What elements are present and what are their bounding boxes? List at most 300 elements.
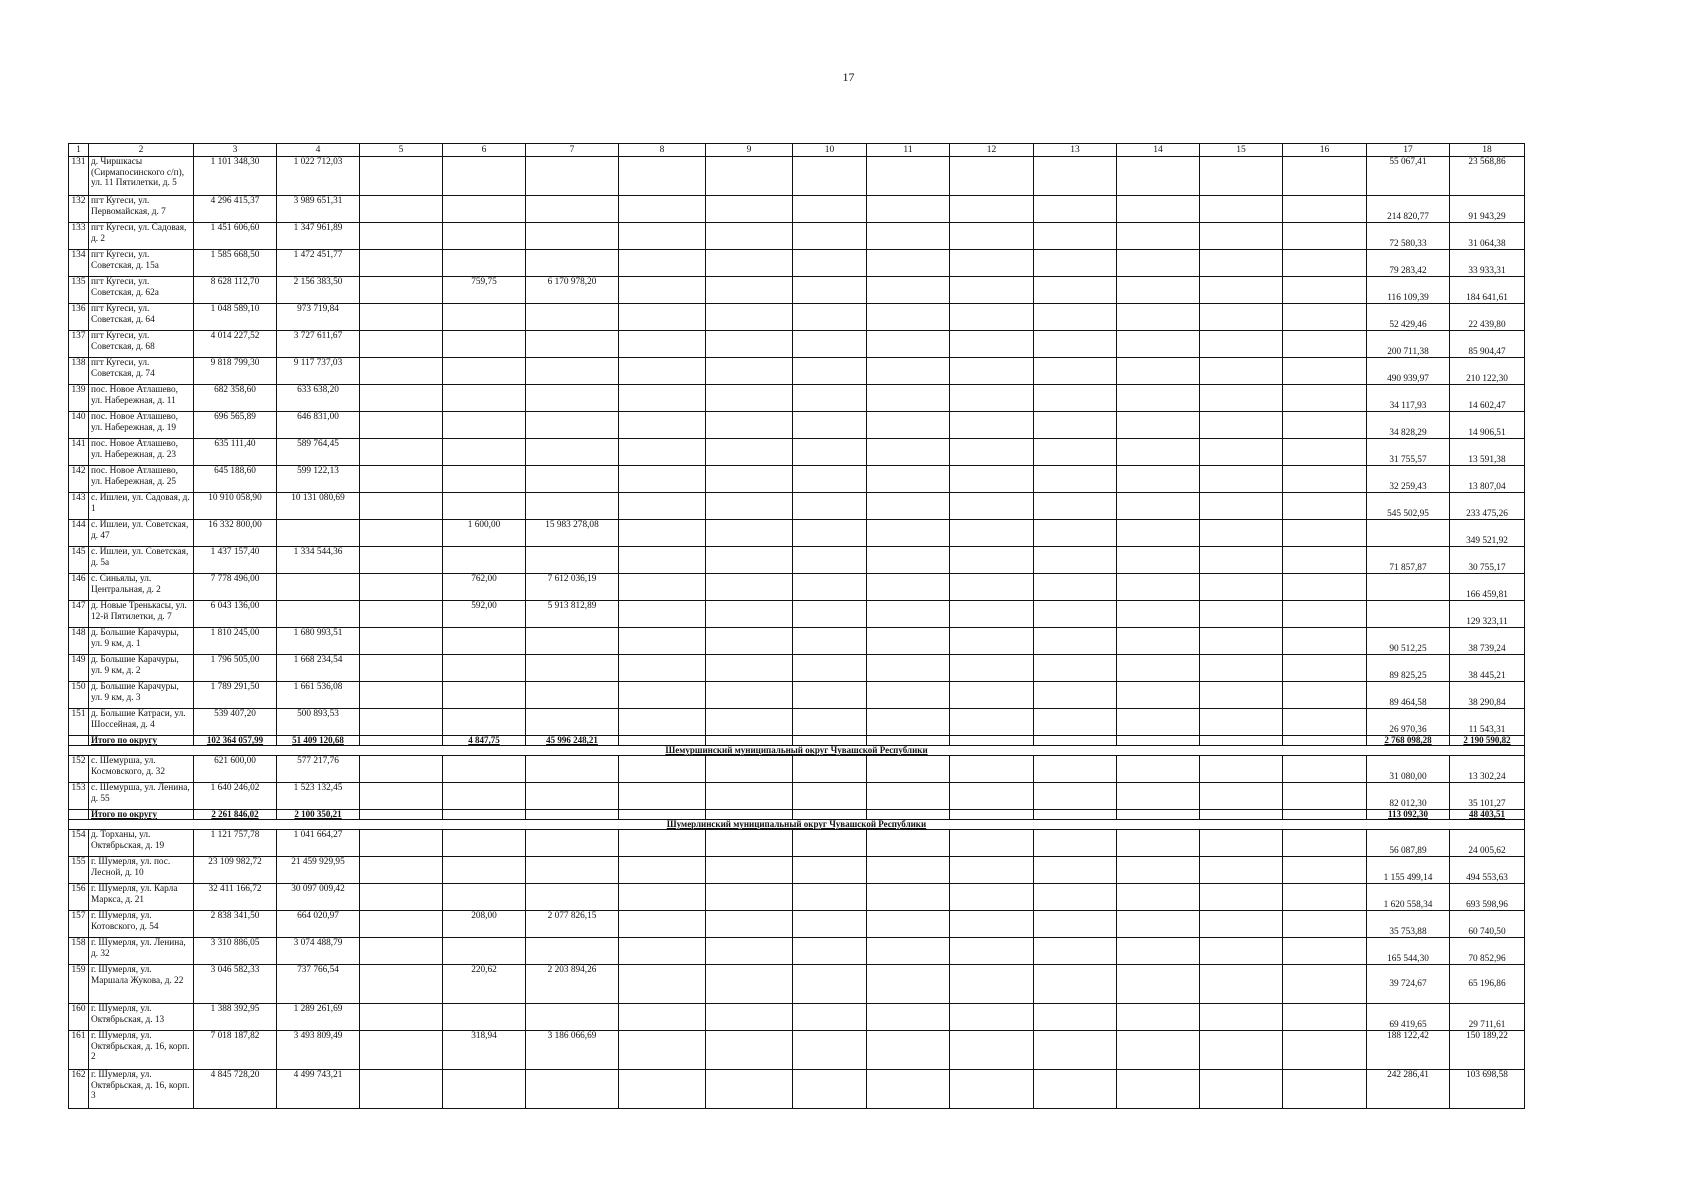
col-7-cell (526, 358, 619, 385)
col-7-cell (526, 304, 619, 331)
table-row (69, 601, 1525, 628)
col-10-cell (793, 412, 867, 439)
col-14-cell (1117, 331, 1200, 358)
col-13-cell (1034, 520, 1117, 547)
col-3-cell: 1 810 245,00 (194, 628, 277, 655)
table-row (69, 911, 1525, 938)
col-9-cell (706, 1070, 793, 1109)
col-6-cell (443, 709, 526, 736)
col-4-cell: 1 472 451,77 (277, 250, 360, 277)
col-13-cell (1034, 385, 1117, 412)
col-9-cell (706, 520, 793, 547)
col-4-cell: 4 499 743,21 (277, 1070, 360, 1109)
col-13-cell (1034, 304, 1117, 331)
col-5-cell (360, 277, 443, 304)
col-3-cell: 539 407,20 (194, 709, 277, 736)
address-cell: д. Большие Катраси, ул. Шоссейная, д. 4 (89, 709, 194, 736)
column-header-12: 12 (950, 144, 1034, 157)
table-row (69, 655, 1525, 682)
col-5-cell (360, 157, 443, 196)
col-8-cell (619, 628, 706, 655)
column-header-16: 16 (1283, 144, 1367, 157)
col-17-cell: 79 283,42 (1367, 250, 1450, 277)
address-cell: г. Шумерля, ул. Маршала Жукова, д. 22 (89, 965, 194, 1004)
col-9-cell (706, 385, 793, 412)
col-18-cell: 91 943,29 (1450, 196, 1525, 223)
col-10-cell (793, 520, 867, 547)
header-row (69, 144, 1525, 157)
col-15-cell (1200, 965, 1283, 1004)
col-16-cell (1283, 358, 1367, 385)
col-3-cell: 32 411 166,72 (194, 884, 277, 911)
col-9-cell (706, 277, 793, 304)
col-15-cell (1200, 1004, 1283, 1031)
col-4-cell: 599 122,13 (277, 466, 360, 493)
col-13-cell (1034, 601, 1117, 628)
col-16-cell (1283, 601, 1367, 628)
col-16-cell (1283, 965, 1367, 1004)
col-5-cell (360, 574, 443, 601)
row-number: 162 (69, 1070, 89, 1109)
row-number: 143 (69, 493, 89, 520)
col-5-cell (360, 493, 443, 520)
col-11-cell (867, 520, 950, 547)
col-7-cell (526, 250, 619, 277)
col-12-cell (950, 628, 1034, 655)
col-12-cell (950, 965, 1034, 1004)
col-17-cell: 1 620 558,34 (1367, 884, 1450, 911)
col-9-cell (706, 911, 793, 938)
col-17-cell: 35 753,88 (1367, 911, 1450, 938)
col-5-cell (360, 547, 443, 574)
col-18-cell: 70 852,96 (1450, 938, 1525, 965)
address-cell: пгт Кугеси, ул. Советская, д. 64 (89, 304, 194, 331)
col-5-cell (360, 682, 443, 709)
col-7-cell: 5 913 812,89 (526, 601, 619, 628)
col-9-cell (706, 884, 793, 911)
total-col-16 (1283, 736, 1367, 746)
col-7-cell: 6 170 978,20 (526, 277, 619, 304)
col-12-cell (950, 756, 1034, 783)
col-3-cell: 635 111,40 (194, 439, 277, 466)
col-17-cell: 34 117,93 (1367, 385, 1450, 412)
col-18-cell: 38 290,84 (1450, 682, 1525, 709)
col-12-cell (950, 196, 1034, 223)
col-4-cell: 500 893,53 (277, 709, 360, 736)
col-17-cell (1367, 601, 1450, 628)
table-row (69, 493, 1525, 520)
col-5-cell (360, 1031, 443, 1070)
col-6-cell (443, 938, 526, 965)
col-4-cell (277, 574, 360, 601)
row-number: 133 (69, 223, 89, 250)
address-cell: пос. Новое Атлашево, ул. Набережная, д. 23 (89, 439, 194, 466)
col-14-cell (1117, 911, 1200, 938)
col-18-cell: 23 568,86 (1450, 157, 1525, 196)
col-18-cell: 35 101,27 (1450, 783, 1525, 810)
col-5-cell (360, 466, 443, 493)
col-17-cell: 56 087,89 (1367, 830, 1450, 857)
row-number: 132 (69, 196, 89, 223)
address-cell: д. Большие Карачуры, ул. 9 км, д. 3 (89, 682, 194, 709)
col-18-cell: 13 302,24 (1450, 756, 1525, 783)
col-17-cell: 89 464,58 (1367, 682, 1450, 709)
total-col-9 (706, 736, 793, 746)
address-cell: д. Торханы, ул. Октябрьская, д. 19 (89, 830, 194, 857)
total-col-7 (526, 810, 619, 820)
col-18-cell: 13 591,38 (1450, 439, 1525, 466)
col-11-cell (867, 1070, 950, 1109)
col-5-cell (360, 911, 443, 938)
col-12-cell (950, 857, 1034, 884)
col-10-cell (793, 965, 867, 1004)
col-16-cell (1283, 412, 1367, 439)
col-18-cell: 30 755,17 (1450, 547, 1525, 574)
col-14-cell (1117, 857, 1200, 884)
col-18-cell: 13 807,04 (1450, 466, 1525, 493)
col-8-cell (619, 884, 706, 911)
page-number: 17 (842, 70, 855, 84)
table-row (69, 1031, 1525, 1070)
col-17-cell: 82 012,30 (1367, 783, 1450, 810)
col-7-cell (526, 938, 619, 965)
column-header-3: 3 (194, 144, 277, 157)
col-6-cell: 759,75 (443, 277, 526, 304)
col-11-cell (867, 938, 950, 965)
column-header-14: 14 (1117, 144, 1200, 157)
col-9-cell (706, 601, 793, 628)
col-15-cell (1200, 223, 1283, 250)
col-12-cell (950, 304, 1034, 331)
col-8-cell (619, 250, 706, 277)
col-12-cell (950, 783, 1034, 810)
row-number: 142 (69, 466, 89, 493)
row-number: 161 (69, 1031, 89, 1070)
col-6-cell (443, 756, 526, 783)
col-9-cell (706, 466, 793, 493)
col-14-cell (1117, 830, 1200, 857)
col-16-cell (1283, 157, 1367, 196)
col-17-cell: 26 970,36 (1367, 709, 1450, 736)
col-7-cell (526, 756, 619, 783)
col-9-cell (706, 223, 793, 250)
total-col-6 (443, 810, 526, 820)
column-header-2: 2 (89, 144, 194, 157)
column-header-4: 4 (277, 144, 360, 157)
total-col-17: 113 092,30 (1367, 810, 1450, 820)
col-12-cell (950, 547, 1034, 574)
col-17-cell (1367, 520, 1450, 547)
col-9-cell (706, 493, 793, 520)
total-col-7: 45 996 248,21 (526, 736, 619, 746)
col-11-cell (867, 709, 950, 736)
table-row (69, 857, 1525, 884)
col-4-cell: 1 289 261,69 (277, 1004, 360, 1031)
col-4-cell: 1 041 664,27 (277, 830, 360, 857)
col-13-cell (1034, 1004, 1117, 1031)
total-col-10 (793, 736, 867, 746)
col-15-cell (1200, 412, 1283, 439)
address-cell: пгт Кугеси, ул. Советская, д. 74 (89, 358, 194, 385)
col-18-cell: 103 698,58 (1450, 1070, 1525, 1109)
address-cell: пгт Кугеси, ул. Садовая, д. 2 (89, 223, 194, 250)
col-7-cell (526, 223, 619, 250)
col-16-cell (1283, 277, 1367, 304)
col-8-cell (619, 331, 706, 358)
col-4-cell: 1 680 993,51 (277, 628, 360, 655)
col-16-cell (1283, 439, 1367, 466)
col-4-cell: 3 727 611,67 (277, 331, 360, 358)
col-18-cell: 14 906,51 (1450, 412, 1525, 439)
col-16-cell (1283, 756, 1367, 783)
column-header-7: 7 (526, 144, 619, 157)
row-number: 131 (69, 157, 89, 196)
col-11-cell (867, 196, 950, 223)
col-4-cell: 2 156 383,50 (277, 277, 360, 304)
col-8-cell (619, 682, 706, 709)
address-cell: д. Большие Карачуры, ул. 9 км, д. 1 (89, 628, 194, 655)
col-17-cell: 116 109,39 (1367, 277, 1450, 304)
column-header-1: 1 (69, 144, 89, 157)
col-13-cell (1034, 709, 1117, 736)
col-5-cell (360, 412, 443, 439)
col-13-cell (1034, 857, 1117, 884)
col-5-cell (360, 601, 443, 628)
col-8-cell (619, 783, 706, 810)
col-18-cell: 24 005,62 (1450, 830, 1525, 857)
col-14-cell (1117, 783, 1200, 810)
col-11-cell (867, 884, 950, 911)
address-cell: д. Новые Тренькасы, ул. 12-й Пятилетки, д. 7 (89, 601, 194, 628)
col-9-cell (706, 783, 793, 810)
col-7-cell (526, 547, 619, 574)
col-11-cell (867, 157, 950, 196)
col-11-cell (867, 439, 950, 466)
col-14-cell (1117, 520, 1200, 547)
col-16-cell (1283, 655, 1367, 682)
col-18-cell: 11 543,31 (1450, 709, 1525, 736)
col-13-cell (1034, 756, 1117, 783)
total-col-13 (1034, 810, 1117, 820)
col-18-cell: 184 641,61 (1450, 277, 1525, 304)
data-table (68, 143, 1525, 1109)
table-row (69, 439, 1525, 466)
row-number: 139 (69, 385, 89, 412)
address-cell: пгт Кугеси, ул. Советская, д. 62а (89, 277, 194, 304)
col-8-cell (619, 439, 706, 466)
col-8-cell (619, 304, 706, 331)
col-3-cell: 7 018 187,82 (194, 1031, 277, 1070)
col-6-cell (443, 655, 526, 682)
col-5-cell (360, 520, 443, 547)
col-11-cell (867, 412, 950, 439)
col-18-cell: 29 711,61 (1450, 1004, 1525, 1031)
col-7-cell (526, 1070, 619, 1109)
col-8-cell (619, 574, 706, 601)
col-8-cell (619, 277, 706, 304)
col-8-cell (619, 223, 706, 250)
address-cell: г. Шумерля, ул. Октябрьская, д. 16, корп. 2 (89, 1031, 194, 1070)
col-13-cell (1034, 331, 1117, 358)
col-9-cell (706, 304, 793, 331)
col-14-cell (1117, 277, 1200, 304)
total-spacer (69, 736, 89, 746)
col-14-cell (1117, 196, 1200, 223)
col-4-cell: 3 989 651,31 (277, 196, 360, 223)
col-10-cell (793, 493, 867, 520)
col-7-cell: 2 203 894,26 (526, 965, 619, 1004)
col-9-cell (706, 439, 793, 466)
col-11-cell (867, 574, 950, 601)
col-13-cell (1034, 830, 1117, 857)
col-15-cell (1200, 682, 1283, 709)
col-3-cell: 1 388 392,95 (194, 1004, 277, 1031)
col-6-cell (443, 1070, 526, 1109)
col-12-cell (950, 157, 1034, 196)
col-15-cell (1200, 304, 1283, 331)
row-number: 136 (69, 304, 89, 331)
col-10-cell (793, 628, 867, 655)
col-4-cell: 737 766,54 (277, 965, 360, 1004)
col-15-cell (1200, 385, 1283, 412)
address-cell: г. Шумерля, ул. Октябрьская, д. 13 (89, 1004, 194, 1031)
col-12-cell (950, 574, 1034, 601)
col-17-cell: 188 122,42 (1367, 1031, 1450, 1070)
row-number: 157 (69, 911, 89, 938)
col-5-cell (360, 250, 443, 277)
col-9-cell (706, 756, 793, 783)
table-row (69, 783, 1525, 810)
col-12-cell (950, 911, 1034, 938)
col-15-cell (1200, 466, 1283, 493)
col-5-cell (360, 223, 443, 250)
col-16-cell (1283, 1004, 1367, 1031)
col-4-cell: 3 493 809,49 (277, 1031, 360, 1070)
col-16-cell (1283, 938, 1367, 965)
row-number: 159 (69, 965, 89, 1004)
col-11-cell (867, 493, 950, 520)
col-7-cell (526, 196, 619, 223)
col-8-cell (619, 857, 706, 884)
col-13-cell (1034, 682, 1117, 709)
col-14-cell (1117, 756, 1200, 783)
col-8-cell (619, 965, 706, 1004)
col-17-cell: 39 724,67 (1367, 965, 1450, 1004)
col-5-cell (360, 628, 443, 655)
col-17-cell: 31 755,57 (1367, 439, 1450, 466)
table-row (69, 358, 1525, 385)
col-14-cell (1117, 385, 1200, 412)
col-4-cell: 646 831,00 (277, 412, 360, 439)
col-15-cell (1200, 783, 1283, 810)
col-16-cell (1283, 1070, 1367, 1109)
col-13-cell (1034, 574, 1117, 601)
address-cell: пгт Кугеси, ул. Первомайская, д. 7 (89, 196, 194, 223)
col-3-cell: 4 296 415,37 (194, 196, 277, 223)
total-label: Итого по округу (89, 736, 194, 746)
col-18-cell: 349 521,92 (1450, 520, 1525, 547)
table-row (69, 331, 1525, 358)
col-18-cell: 65 196,86 (1450, 965, 1525, 1004)
col-3-cell: 1 640 246,02 (194, 783, 277, 810)
total-col-8 (619, 736, 706, 746)
col-14-cell (1117, 547, 1200, 574)
section-row (69, 820, 1525, 830)
address-cell: пос. Новое Атлашево, ул. Набережная, д. 11 (89, 385, 194, 412)
col-11-cell (867, 304, 950, 331)
col-5-cell (360, 304, 443, 331)
col-15-cell (1200, 574, 1283, 601)
table-row (69, 682, 1525, 709)
col-16-cell (1283, 250, 1367, 277)
col-12-cell (950, 709, 1034, 736)
col-10-cell (793, 655, 867, 682)
col-5-cell (360, 857, 443, 884)
col-11-cell (867, 547, 950, 574)
col-12-cell (950, 520, 1034, 547)
col-10-cell (793, 439, 867, 466)
col-13-cell (1034, 628, 1117, 655)
col-14-cell (1117, 1031, 1200, 1070)
col-10-cell (793, 385, 867, 412)
col-9-cell (706, 574, 793, 601)
col-9-cell (706, 857, 793, 884)
col-7-cell (526, 783, 619, 810)
total-col-14 (1117, 736, 1200, 746)
column-header-5: 5 (360, 144, 443, 157)
col-12-cell (950, 1004, 1034, 1031)
col-6-cell: 1 600,00 (443, 520, 526, 547)
col-10-cell (793, 157, 867, 196)
col-13-cell (1034, 223, 1117, 250)
col-4-cell: 30 097 009,42 (277, 884, 360, 911)
address-cell: г. Шумерля, ул. Ленина, д. 32 (89, 938, 194, 965)
col-12-cell (950, 385, 1034, 412)
col-6-cell (443, 783, 526, 810)
col-15-cell (1200, 857, 1283, 884)
col-5-cell (360, 1070, 443, 1109)
table-row (69, 277, 1525, 304)
col-6-cell (443, 196, 526, 223)
col-15-cell (1200, 331, 1283, 358)
col-9-cell (706, 157, 793, 196)
col-5-cell (360, 439, 443, 466)
col-13-cell (1034, 196, 1117, 223)
address-cell: г. Шумерля, ул. Карла Маркса, д. 21 (89, 884, 194, 911)
col-16-cell (1283, 574, 1367, 601)
col-5-cell (360, 830, 443, 857)
col-18-cell: 38 739,24 (1450, 628, 1525, 655)
col-10-cell (793, 709, 867, 736)
col-6-cell (443, 304, 526, 331)
col-15-cell (1200, 938, 1283, 965)
col-11-cell (867, 601, 950, 628)
col-15-cell (1200, 756, 1283, 783)
col-15-cell (1200, 911, 1283, 938)
row-number: 145 (69, 547, 89, 574)
col-14-cell (1117, 938, 1200, 965)
col-18-cell: 31 064,38 (1450, 223, 1525, 250)
col-3-cell: 16 332 800,00 (194, 520, 277, 547)
col-12-cell (950, 277, 1034, 304)
col-15-cell (1200, 493, 1283, 520)
table-row (69, 385, 1525, 412)
col-10-cell (793, 857, 867, 884)
col-7-cell (526, 466, 619, 493)
col-17-cell: 545 502,95 (1367, 493, 1450, 520)
col-12-cell (950, 938, 1034, 965)
col-8-cell (619, 655, 706, 682)
